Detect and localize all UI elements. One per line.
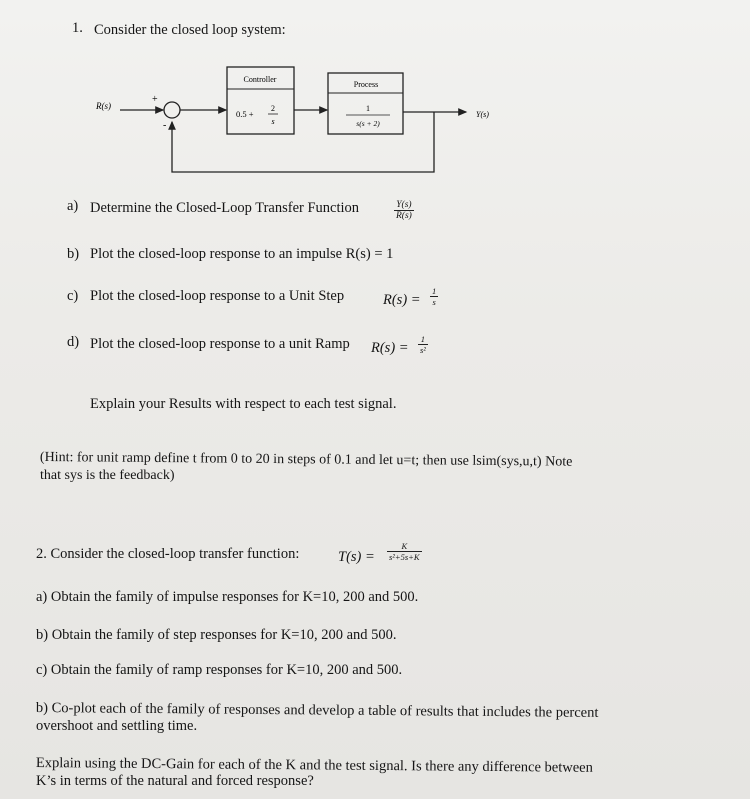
q1-hint-line1: (Hint: for unit ramp define t from 0 to 20 in steps of 0.1 and let u=t; then use lsim(sys,u,t) Note [39, 450, 573, 470]
plus-sign: + [152, 94, 158, 105]
input-label: R(s) [96, 101, 111, 111]
q2-expr: T(s) = [338, 549, 375, 565]
q1-hint-line2: that sys is the feedback) [40, 468, 175, 483]
q2d-line1: b) Co-plot each of the family of responses and develop a table of results that includes the percent [35, 700, 599, 721]
q1d-marker: d) [67, 334, 80, 350]
block-diagram [0, 0, 750, 200]
q2-final-line1: Explain using the DC-Gain for each of the K and the test signal. Is there any difference between [35, 755, 593, 776]
q2-fraction [387, 541, 422, 562]
q1c-expr: R(s) = [383, 292, 421, 308]
q1a-frac-num: Y(s) [394, 200, 414, 211]
q1-explain: Explain your Results with respect to each test signal. [90, 396, 397, 412]
q1c-fraction [430, 286, 438, 307]
q2a-text: a) Obtain the family of impulse responses for K=10, 200 and 500. [36, 589, 419, 605]
q2-intro: 2. Consider the closed-loop transfer function: [36, 546, 300, 562]
q1a-frac-den: R(s) [396, 211, 412, 221]
q1d-frac-num: 1 [418, 334, 428, 345]
q2-final-line2: K’s in terms of the natural and forced response? [36, 773, 314, 789]
q1b-text: Plot the closed-loop response to an impulse R(s) = 1 [90, 246, 394, 262]
process-tf-num: 1 [366, 104, 370, 113]
q2b-text: b) Obtain the family of step responses for K=10, 200 and 500. [36, 627, 397, 643]
output-label: Y(s) [476, 110, 489, 119]
feedback-path [172, 112, 434, 172]
q1c-text: Plot the closed-loop response to a Unit Step [90, 288, 345, 304]
q1a-text: Determine the Closed-Loop Transfer Function [90, 200, 360, 216]
controller-title: Controller [243, 75, 277, 84]
q1d-fraction [418, 334, 428, 355]
q1a-marker: a) [67, 198, 79, 214]
q1-number: 1. [72, 20, 83, 36]
q1d-text: Plot the closed-loop response to a unit Ramp [90, 336, 350, 352]
q1a-fraction [394, 200, 414, 221]
q1c-frac-num: 1 [432, 286, 437, 296]
controller-tf-den: s [271, 117, 275, 126]
q1c-marker: c) [67, 288, 79, 304]
process-tf-den: s(s + 2) [356, 119, 380, 128]
q1d-expr: R(s) = [371, 340, 409, 356]
summing-junction [164, 102, 180, 118]
q2d-line2: overshoot and settling time. [36, 718, 198, 734]
q2-frac-den: s²+5s+K [389, 552, 420, 562]
q2c-text: c) Obtain the family of ramp responses for K=10, 200 and 500. [36, 662, 403, 678]
controller-tf: 0.5 + [236, 109, 254, 119]
q1c-frac-den: s [432, 297, 436, 307]
q1-intro: Consider the closed loop system: [94, 22, 286, 38]
q1d-frac-den: s² [420, 345, 426, 355]
q1b-marker: b) [67, 246, 80, 262]
controller-tf-num: 2 [271, 104, 275, 113]
q2-frac-num: K [387, 541, 422, 552]
process-title: Process [353, 80, 379, 89]
minus-sign: - [163, 120, 167, 131]
